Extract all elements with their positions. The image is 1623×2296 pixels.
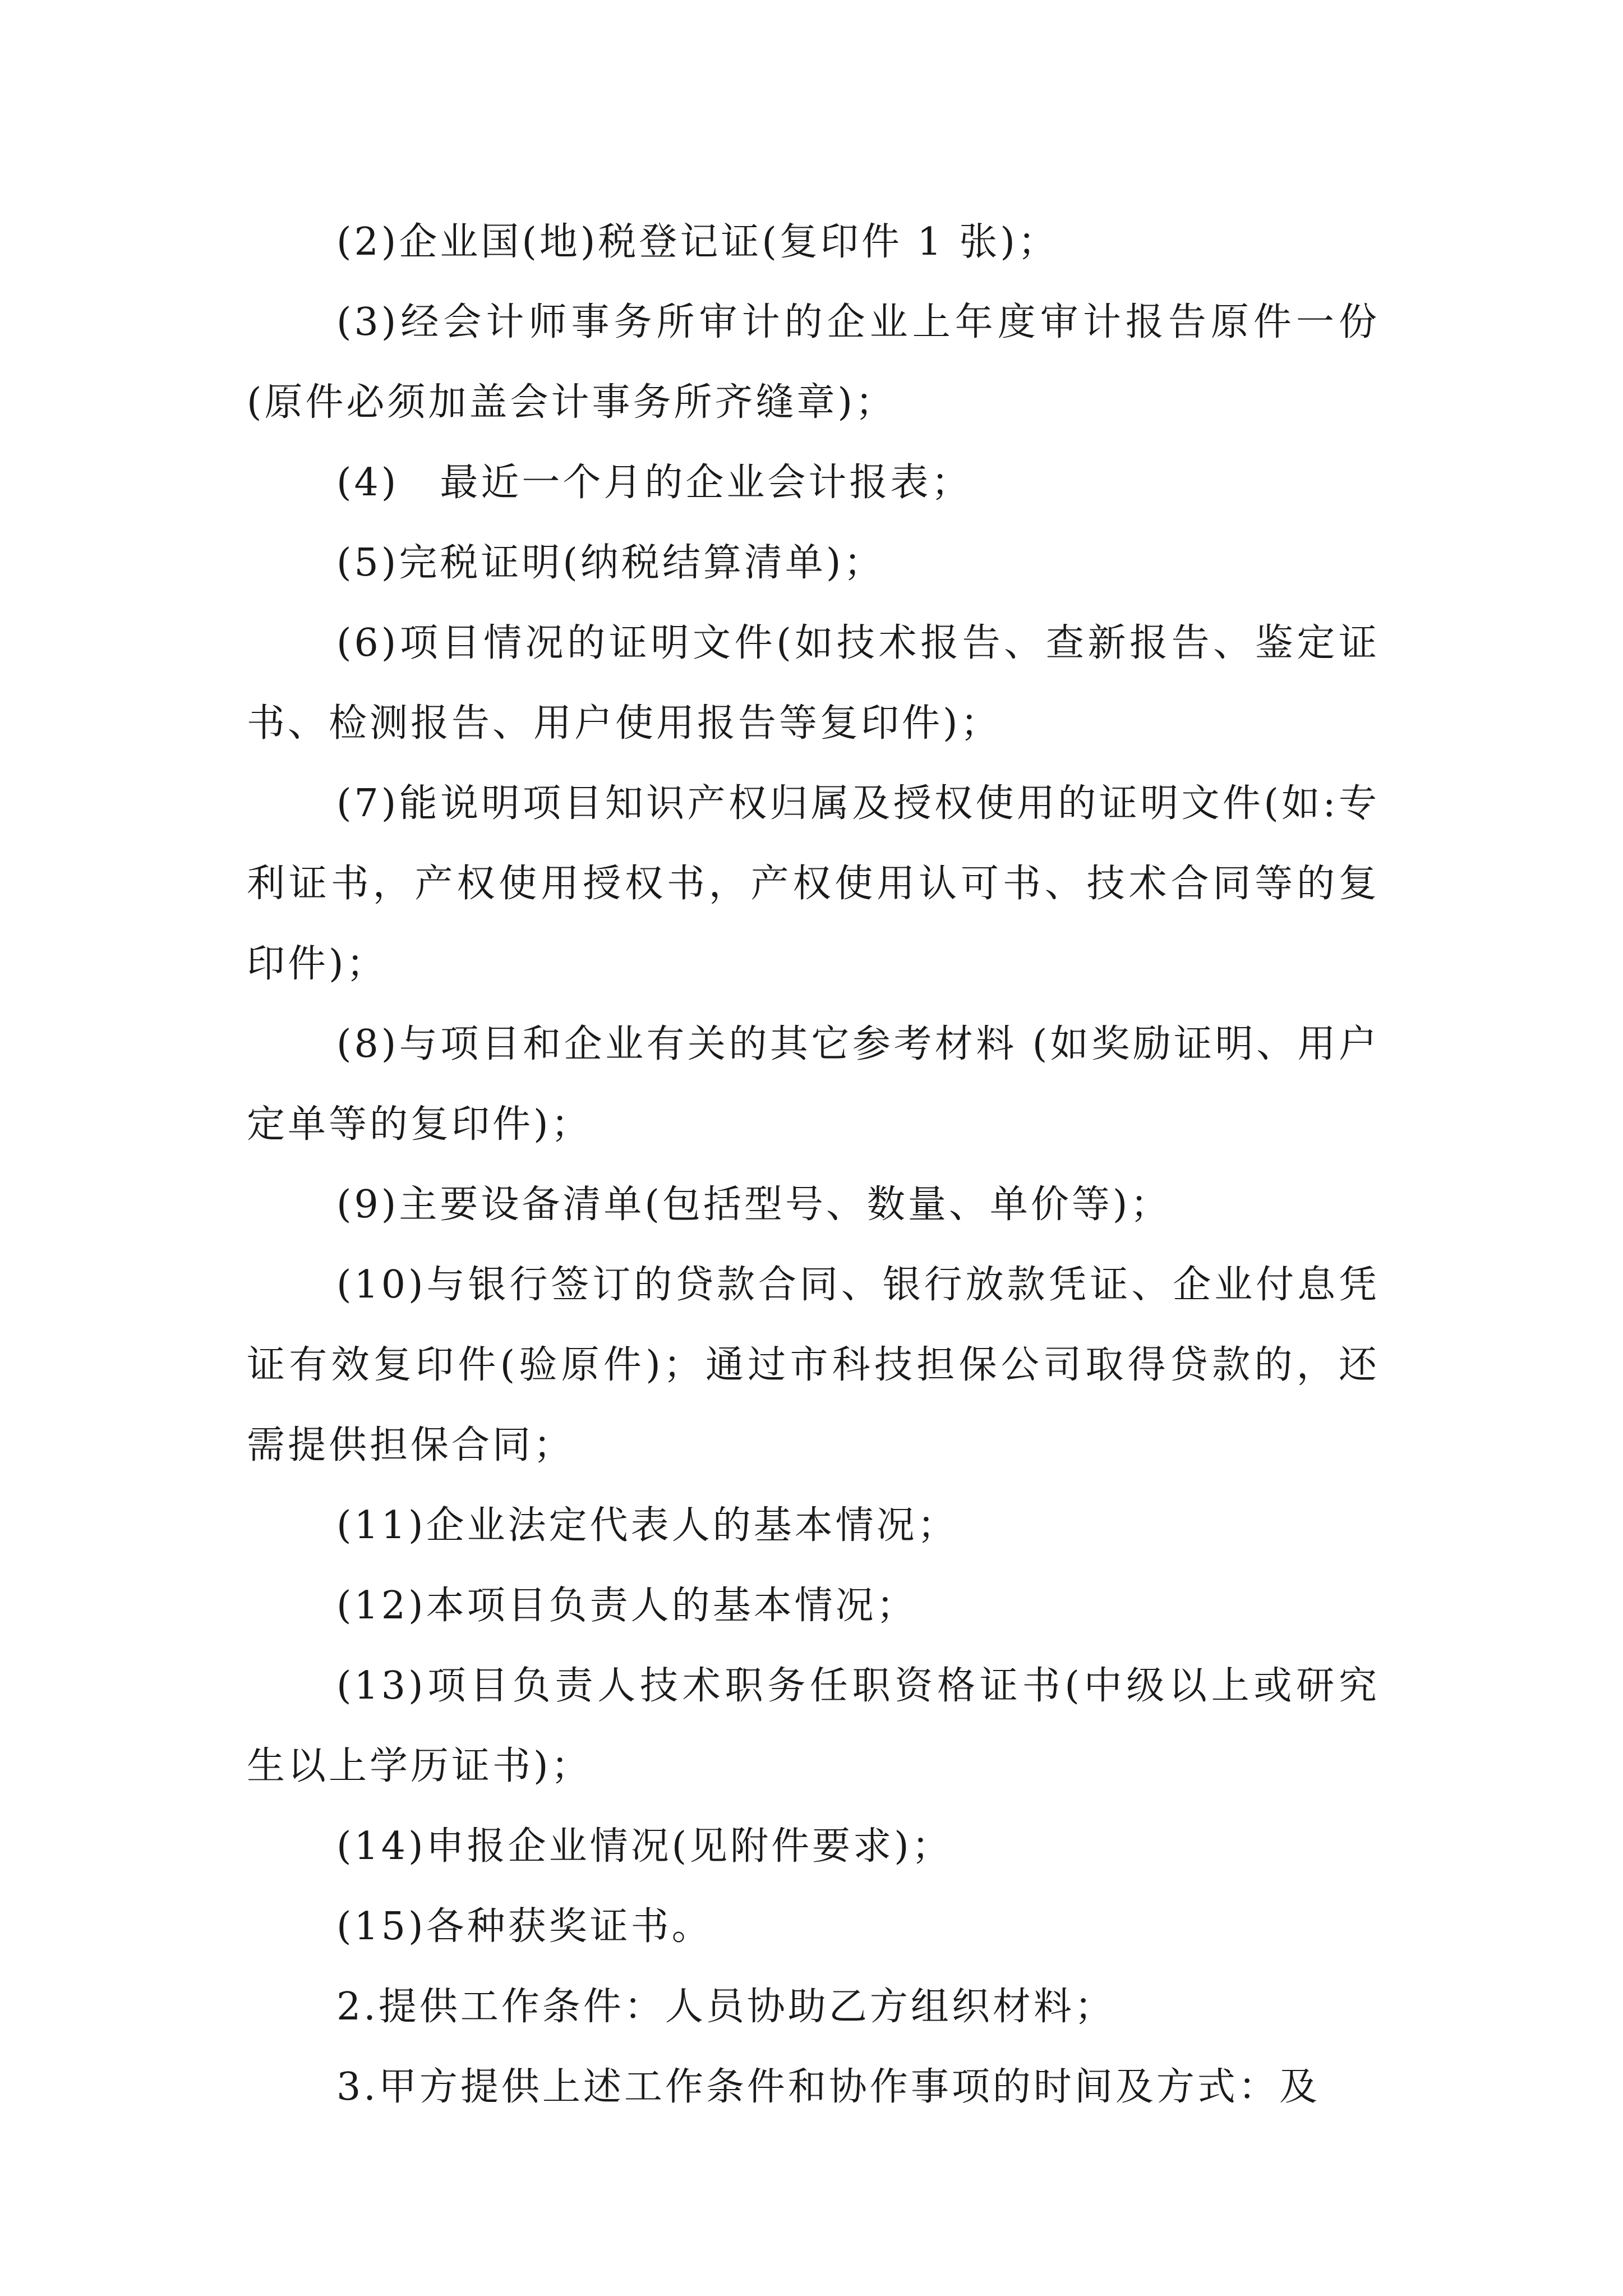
paragraph-item-4: (4) 最近一个月的企业会计报表；	[336, 461, 972, 505]
paragraph-item-8: (8)与项目和企业有关的其它参考材料 (如奖励证明、用户定单等的复印件)；	[247, 1022, 1380, 1147]
document-body	[247, 202, 1380, 2127]
paragraph-item-14: (14)申报企业情况(见附件要求)；	[336, 1824, 953, 1869]
paragraph-item-6: (6)项目情况的证明文件(如技术报告、查新报告、鉴定证书、检测报告、用户使用报告等复印件)；	[247, 621, 1380, 746]
paragraph-timing-method: 3.甲方提供上述工作条件和协作事项的时间及方式：及	[336, 2065, 1320, 2109]
paragraph-work-conditions: 2.提供工作条件：人员协助乙方组织材料；	[336, 1985, 1115, 2029]
paragraph-item-11: (11)企业法定代表人的基本情况；	[336, 1503, 958, 1548]
paragraph-item-2: (2)企业国(地)税登记证(复印件 1 张)；	[336, 220, 1059, 264]
paragraph-item-3: (3)经会计师事务所审计的企业上年度审计报告原件一份(原件必须加盖会计事务所齐缝章)；	[247, 300, 1380, 425]
paragraph-item-15: (15)各种获奖证书。	[336, 1904, 713, 1949]
paragraph-item-12: (12)本项目负责人的基本情况；	[336, 1584, 917, 1628]
paragraph-item-7: (7)能说明项目知识产权归属及授权使用的证明文件(如:专利证书，产权使用授权书，产权使用认可书、技术合同等的复印件)；	[247, 781, 1380, 986]
paragraph-item-13: (13)项目负责人技术职务任职资格证书(中级以上或研究生以上学历证书)；	[247, 1664, 1380, 1788]
paragraph-item-10: (10)与银行签订的贷款合同、银行放款凭证、企业付息凭证有效复印件(验原件)；通过市科技担保公司取得贷款的，还需提供担保合同；	[247, 1263, 1380, 1467]
paragraph-item-9: (9)主要设备清单(包括型号、数量、单价等)；	[336, 1182, 1172, 1227]
paragraph-item-5: (5)完税证明(纳税结算清单)；	[336, 541, 885, 585]
